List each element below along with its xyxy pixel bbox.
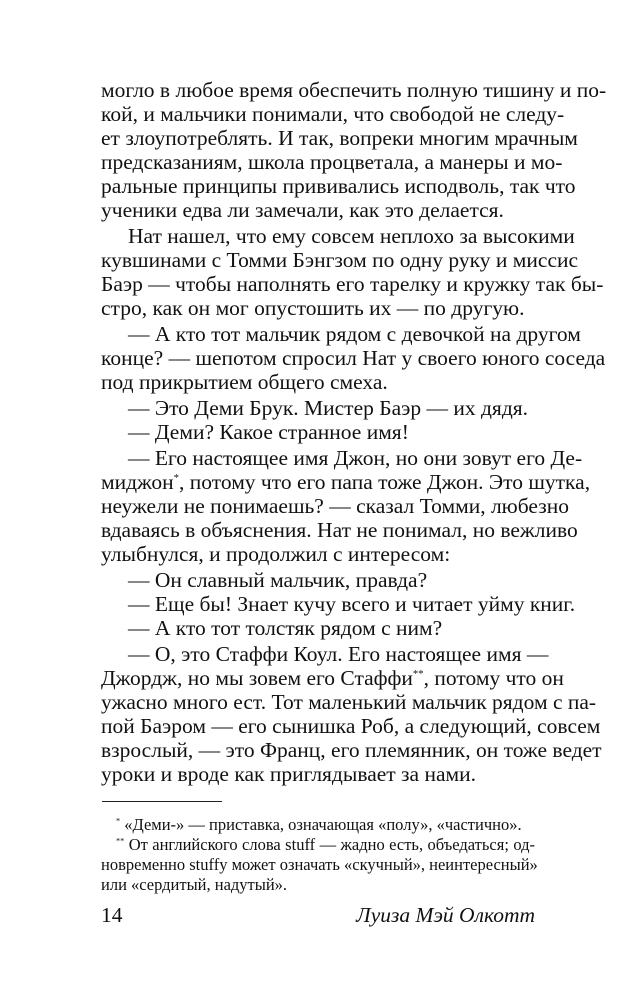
footnote-line: или «сердитый, надутый». [101, 875, 288, 894]
text-fragment: Джордж, но мы зовем его Стаффи [101, 666, 413, 690]
text-line: предсказаниям, школа процветала, а манеры и мо- [101, 150, 563, 174]
text-line: могло в любое время обеспечить полную тишину и по- [101, 78, 607, 102]
text-line: ужасно много ест. Тот маленький мальчик рядом с па- [101, 690, 597, 714]
text-line: ученики едва ли замечали, как это делается. [101, 198, 504, 222]
text-line: стро, как он мог опустошить их — по другую. [101, 296, 525, 320]
text-line: — О, это Стаффи Коул. Его настоящее имя — [128, 642, 549, 666]
text-line [101, 470, 591, 494]
text-fragment: , потому что его папа тоже Джон. Это шутка, [179, 470, 591, 494]
footnote-line: новременно stuffy может означать «скучный», неинтересный» [101, 855, 538, 874]
text-line: — Его настоящее имя Джон, но они зовут его Де- [128, 446, 583, 470]
text-line: неужели не понимаешь? — сказал Томми, любезно [101, 494, 569, 518]
footnote [116, 815, 535, 835]
text-line: кой, и мальчики понимали, что свободой не следу- [101, 102, 565, 126]
footnote-text: От английского слова stuff — жадно есть, объедаться; од- [128, 835, 536, 854]
footnote-mark: ** [412, 667, 424, 680]
text-line: — Он славный мальчик, правда? [128, 568, 428, 592]
text-line: — А кто тот толстяк рядом с ним? [128, 616, 443, 640]
footnote-mark: * [116, 816, 121, 826]
page-number: 14 [101, 903, 123, 927]
text-line: ральные принципы прививались исподволь, так что [101, 174, 576, 198]
text-line: — Деми? Какое странное имя! [128, 420, 409, 444]
text-line: пой Баэром — его сынишка Роб, а следующий, совсем [101, 714, 601, 738]
text-fragment: , потому что он [423, 666, 564, 690]
text-line: ет злоупотреблять. И так, вопреки многим мрачным [101, 126, 578, 150]
text-line: кувшинами с Томми Бэнгзом по одну руку и миссис [101, 248, 579, 272]
footnote-divider [102, 801, 222, 802]
running-head-author: Луиза Мэй Олкотт [356, 903, 535, 927]
text-line: вдаваясь в объяснения. Нат не понимал, но вежливо [101, 518, 578, 542]
text-line: взрослый, — это Франц, его племянник, он тоже ведет [101, 738, 602, 762]
text-line: — Это Деми Брук. Мистер Баэр — их дядя. [128, 396, 529, 420]
text-line: конце? — шепотом спросил Нат у своего юного соседа [101, 346, 606, 370]
text-line: Баэр — чтобы наполнять его тарелку и кружку так бы- [101, 272, 604, 296]
text-line: — Еще бы! Знает кучу всего и читает уйму книг. [128, 592, 576, 616]
text-line: — А кто тот мальчик рядом с девочкой на другом [128, 322, 581, 346]
text-line [101, 666, 564, 690]
text-line: под прикрытием общего смеха. [101, 370, 388, 394]
text-line: улыбнулся, и продолжил с интересом: [101, 542, 451, 566]
footnote-mark: ** [116, 836, 125, 846]
text-line: Нат нашел, что ему совсем неплохо за высокими [128, 224, 575, 248]
footnote-mark: * [173, 471, 180, 484]
footnote [116, 835, 535, 855]
text-fragment: миджон [101, 470, 174, 494]
footnote-text: «Деми-» — приставка, означающая «полу», «частично». [124, 815, 522, 834]
text-line: уроки и вроде как приглядывает за нами. [101, 762, 476, 786]
